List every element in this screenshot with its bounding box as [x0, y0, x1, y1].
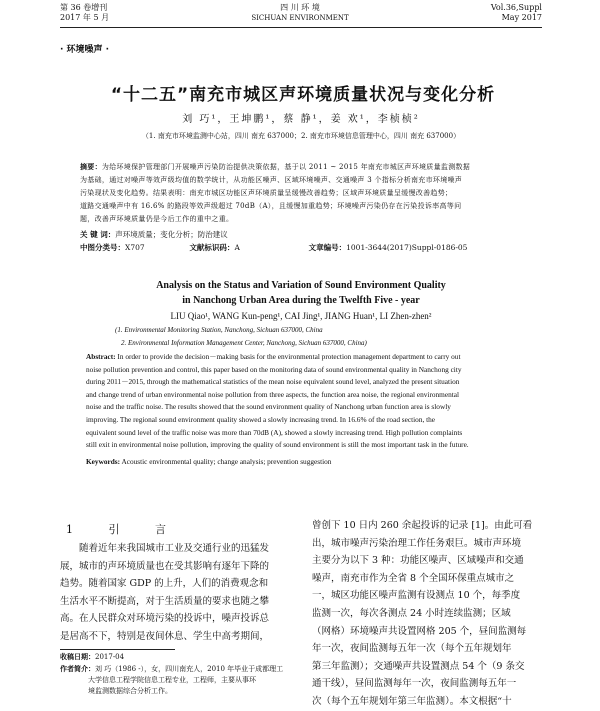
abstract-cn-line: 污染现状及变化趋势。结果表明：南充市城区功能区声环境质量呈缓慢改善趋势；区域声环境质量呈缓慢改善趋势；	[80, 189, 453, 197]
header-rule	[60, 27, 542, 28]
affiliation-en-line: (1. Environmental Monitoring Station, Nanchong, Sichuan 637000, China	[115, 326, 323, 334]
author-bio-label: 作者简介：	[60, 664, 95, 673]
paper-title-en-line: in Nanchong Urban Area during the Twelfth Five - year	[182, 295, 420, 306]
affiliation-cn: （1. 南充市环境监测中心站，四川 南充 637000；2. 南充市环境信息管理中心，四川 南充 637000）	[141, 132, 461, 140]
affiliation-en-line: 2. Environmental Information Management Center, Nanchong, Sichuan 637000, China)	[121, 339, 367, 347]
body-line: （网格）环境噪声共设置网格 205 个，昼间监测每	[312, 625, 527, 637]
authors-en: LIU Qiao¹, WANG Kun-peng¹, CAI Jing¹, JIANG Huan¹, LI Zhen-zhen²	[170, 311, 432, 321]
doc-code-label: 文献标识码：	[189, 243, 235, 252]
article-number: 1001-3644(2017)Suppl-0186-05	[346, 243, 468, 252]
issue-date: 2017 年 5 月	[60, 13, 110, 22]
author-bio-line: 大学信息工程学院信息工程专业，工程师，主要从事环	[88, 676, 256, 684]
body-line: 通干线），昼间监测每年一次，夜间监测每五年一	[312, 678, 517, 690]
abstract-en-line: still exit in environmental noise pollution, improving the quality of sound environment is still the most important task in the future.	[86, 440, 469, 450]
classification-row	[80, 242, 540, 254]
body-line: 随着近年来我国城市工业及交通行业的迅猛发	[60, 543, 270, 554]
doc-code: A	[234, 243, 240, 252]
authors-cn: 刘 巧¹，王坤鹏¹，蔡 静¹，姜 欢¹，李桢桢²	[182, 114, 420, 125]
keywords-en-label: Keywords:	[86, 456, 121, 466]
author-bio-line: 境监测数据综合分析工作。	[88, 687, 172, 695]
header-left	[60, 3, 109, 23]
affiliation-en	[115, 324, 545, 350]
abstract-en-label: Abstract:	[86, 352, 116, 361]
abstract-en-line: improving. The regional sound environment quality showed a slowly increasing trend. In 16.6% of the road section, the	[86, 414, 436, 424]
body-left-column	[60, 540, 298, 646]
received-label: 收稿日期：	[60, 652, 95, 661]
keywords-en-text: Acoustic environmental quality; change analysis; prevention suggestion	[121, 456, 332, 466]
body-line: 高。在人民群众对环境污染的投诉中，噪声投诉总	[60, 613, 270, 625]
journal-name-cn: 四 川 环 境	[280, 3, 320, 12]
author-bio-line: 刘 巧（1986 -），女，四川南充人，2010 年毕业于成都理工	[95, 665, 284, 673]
body-line: 次（每个五年规划年第三年监测）。本文根据“十	[312, 695, 512, 707]
abstract-en-line: and change trend of urban environmental noise pollution from three aspects, the function area noise, the regional environmental	[86, 389, 460, 399]
paper-title-cn: “十二五”南充市城区声环境质量状况与变化分析	[110, 85, 496, 105]
section-tag: · 环境噪声 ·	[60, 45, 110, 55]
journal-name-en: SICHUAN ENVIRONMENT	[251, 14, 349, 22]
abstract-cn	[80, 160, 540, 226]
body-line: 一，城区功能区噪声监测有设测点 10 个，每季度	[312, 590, 521, 602]
issue-date-en: May 2017	[501, 13, 542, 22]
abstract-en-line: noise pollution prevention and control, this paper based on the monitoring data of sound environmental quality in Nanchong city	[86, 364, 462, 374]
body-line: 第三年监测）；交通噪声共设置测点 54 个（9 条交	[312, 660, 525, 672]
abstract-cn-line: 道路交通噪声中有 16.6% 的路段等效声级超过 70dB（A），且缓慢加重趋势；环境噪声污染仍存在污染投诉率高等问	[80, 202, 462, 210]
body-line: 噪声，南充市作为全省 8 个全国环保重点城市之	[312, 572, 515, 584]
abstract-en-line: noise and the traffic noise. The results showed that the sound environment quality of Nanchong urban function area is slowly	[86, 402, 451, 412]
keywords-cn	[80, 229, 540, 241]
section-heading: 1 引 言	[66, 523, 182, 536]
article-number-label: 文章编号：	[308, 243, 347, 252]
abstract-en	[86, 351, 542, 468]
header-right	[491, 3, 542, 23]
paper-title-en-line: Analysis on the Status and Variation of Sound Environment Quality	[156, 280, 446, 291]
received-date: 2017-04	[95, 653, 125, 661]
body-line: 展，城市的声环境质量也在受其影响有逐年下降的	[60, 560, 270, 572]
body-line: 主要分为以下 3 种：功能区噪声、区域噪声和交通	[312, 555, 524, 567]
footnote-rule	[60, 649, 175, 650]
volume-info: 第 36 卷增刊	[60, 3, 108, 12]
paper-title-en	[60, 278, 542, 308]
body-line: 是居高不下，特别是夜间休息、学生中高考期间，	[60, 630, 270, 642]
abstract-en-line: during 2011－2015, through the mathematical statistics of the mean noise equivalent sound level, analyzed the present situation	[86, 377, 460, 387]
body-line: 年一次，夜间监测每五年一次（每个五年规划年	[312, 643, 512, 655]
abstract-cn-label: 摘要：	[80, 162, 102, 171]
volume-info-en: Vol.36,Suppl	[490, 3, 542, 12]
clc-code: X707	[125, 243, 145, 252]
clc-label: 中图分类号：	[80, 243, 125, 252]
header-center	[220, 3, 380, 23]
body-right-column	[312, 517, 548, 711]
abstract-cn-line: 题，改善声环境质量仍是今后工作的重中之重。	[80, 215, 234, 223]
abstract-en-line: In order to provide the decision－making basis for the environmental protection management department to carry out	[117, 352, 461, 361]
body-line: 监测一次，每次各测点 24 小时连续监测；区域	[312, 607, 511, 619]
body-line: 趋势。随着国家 GDP 的上升，人们的消费观念和	[60, 578, 269, 590]
body-line: 出，城市噪声污染治理工作任务艰巨。城市声环境	[312, 537, 522, 549]
abstract-en-line: equivalent sound level of the traffic noise was more than 70dB (A), showed a slowly increasing trend. High pollution complaints	[86, 427, 463, 437]
keywords-cn-text: 声环境质量；变化分析；防治建议	[115, 230, 228, 239]
footnote	[60, 651, 298, 697]
body-line: 曾创下 10 日内 260 余起投诉的记录 [1]。由此可看	[312, 520, 533, 531]
abstract-cn-line: 为给环境保护管理部门开展噪声污染防治提供决策依据，基于以 2011 ~ 2015 年南充市城区声环境质量监测数据	[101, 163, 471, 171]
abstract-cn-line: 为基础，通过对噪声等效声级均值的数学统计，从功能区噪声、区域环境噪声、交通噪声 3 个指标分析南充市环境噪声	[80, 176, 463, 184]
body-line: 生活水平不断提高，对于生活质量的要求也随之攀	[60, 595, 270, 607]
keywords-cn-label: 关 键 词：	[80, 230, 116, 239]
